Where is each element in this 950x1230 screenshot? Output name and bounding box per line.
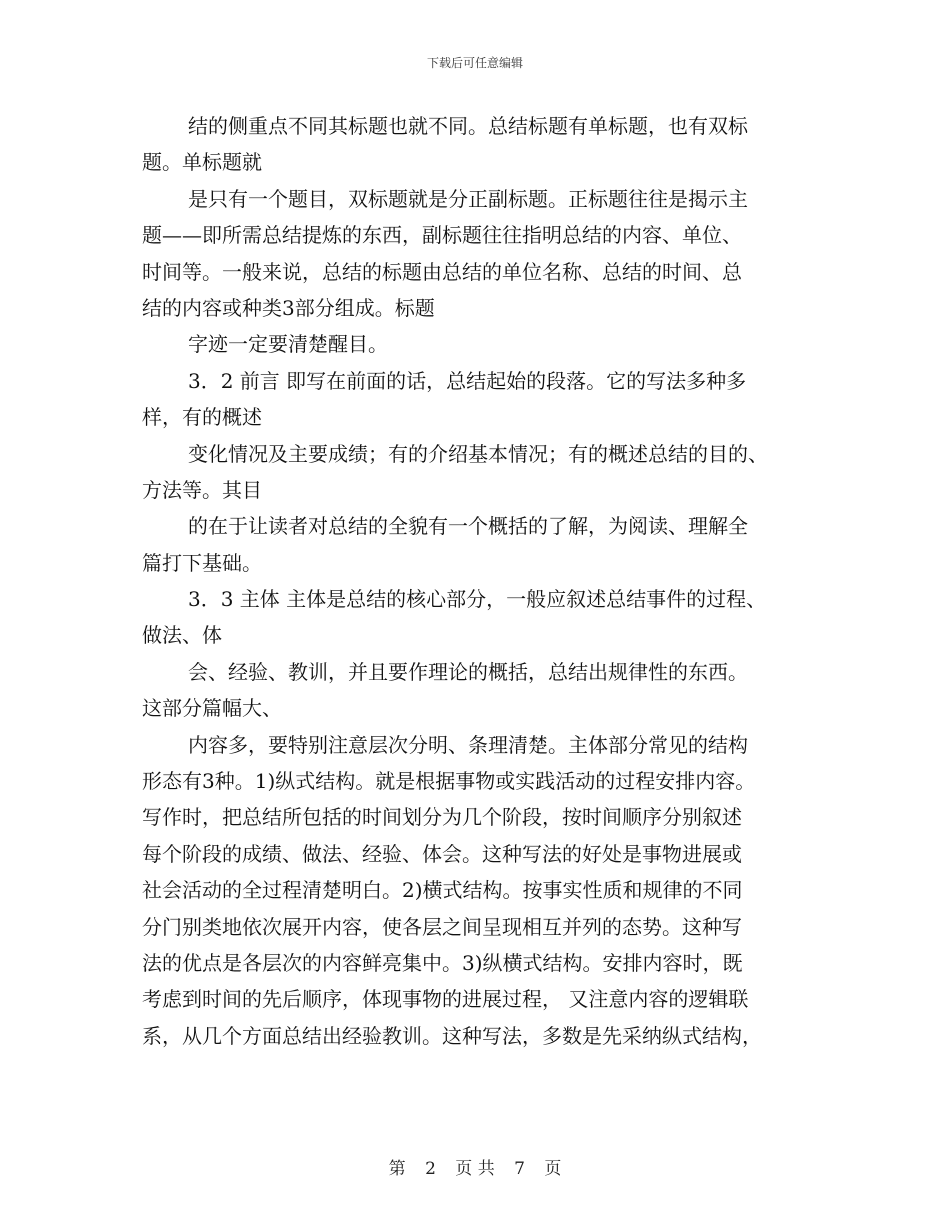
text-line: 法的优点是各层次的内容鲜亮集中。3)纵横式结构。安排内容时，既: [142, 950, 743, 975]
text-line: 变化情况及主要成绩；有的介绍基本情况；有的概述总结的目的、: [188, 441, 768, 466]
text-line: 这部分篇幅大、: [142, 696, 282, 721]
text-line: 内容多，要特别注意层次分明、条理清楚。主体部分常见的结构: [188, 732, 748, 757]
text-line: 社会活动的全过程清楚明白。2)横式结构。按事实性质和规律的不同: [142, 878, 743, 903]
footer-prefix: 第: [388, 1159, 406, 1179]
text-line: 时间等。一般来说，总结的标题由总结的单位名称、总结的时间、总: [142, 259, 742, 284]
text-line: 写作时，把总结所包括的时间划分为几个阶段，按时间顺序分别叙述: [142, 805, 742, 830]
text-line: 样，有的概述: [142, 405, 262, 430]
text-line: 会、经验、教训，并且要作理论的概括，总结出规律性的东西。: [188, 659, 748, 684]
text-line: 的在于让读者对总结的全貌有一个概括的了解，为阅读、理解全: [188, 514, 748, 539]
header-note: 下载后可任意编辑: [426, 56, 523, 70]
text-line: 做法、体: [142, 623, 222, 648]
text-line: 系，从几个方面总结出经验教训。这种写法，多数是先采纳纵式结构，: [142, 1023, 762, 1048]
text-line: 篇打下基础。: [142, 550, 262, 575]
text-line: 结的侧重点不同其标题也就不同。总结标题有单标题，也有双标: [188, 114, 748, 138]
text-line: 形态有3种。1)纵式结构。就是根据事物或实践活动的过程安排内容。: [142, 769, 756, 794]
footer-page-number: 2: [425, 1159, 436, 1179]
text-line: 分门别类地依次展开内容，使各层之间呈现相互并列的态势。这种写: [142, 914, 742, 939]
text-line: 题。单标题就: [142, 150, 262, 175]
text-line: 方法等。其目: [142, 477, 262, 502]
text-line: 题——即所需总结提炼的东西，副标题往往指明总结的内容、单位、: [142, 223, 742, 248]
page-header: [0, 54, 950, 71]
footer-suffix: 页: [544, 1159, 562, 1179]
text-line: 3．3 主体 主体是总结的核心部分，一般应叙述总结事件的过程、: [188, 587, 767, 612]
text-line: 3．2 前言 即写在前面的话，总结起始的段落。它的写法多种多: [188, 368, 747, 393]
footer-total-pages: 7: [514, 1159, 525, 1179]
page-footer: [0, 1154, 950, 1179]
document-body: [142, 108, 812, 1054]
text-line: 考虑到时间的先后顺序，体现事物的进展过程， 又注意内容的逻辑联: [142, 987, 749, 1012]
text-line: 是只有一个题目，双标题就是分正副标题。正标题往往是揭示主: [188, 186, 748, 211]
text-line: 每个阶段的成绩、做法、经验、体会。这种写法的好处是事物进展或: [142, 841, 742, 866]
text-line: 结的内容或种类3部分组成。标题: [142, 295, 435, 320]
footer-middle: 页 共: [455, 1159, 495, 1179]
text-line: 字迹一定要清楚醒目。: [188, 332, 388, 357]
